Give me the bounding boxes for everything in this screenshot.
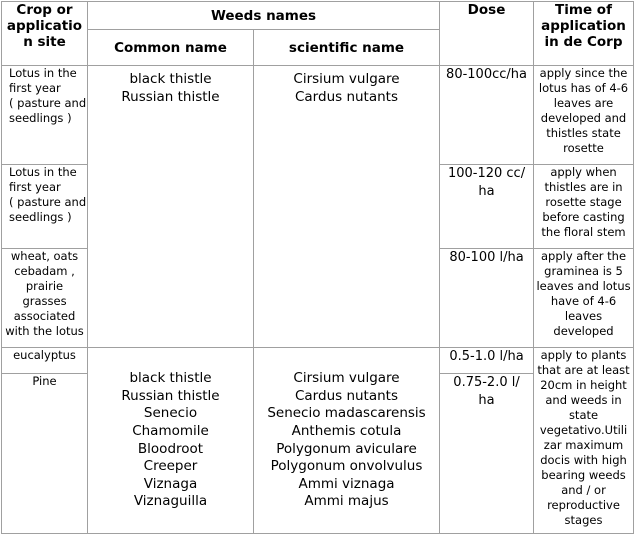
common-name: Viznaga	[143, 475, 198, 492]
time-line: the floral stem	[541, 225, 626, 239]
dose-cell: 0.5-1.0 l/ha	[440, 348, 534, 374]
crop-line: grasses	[22, 294, 67, 308]
time-line: and weeds in	[545, 393, 622, 407]
time-line: leaves and lotus	[536, 279, 631, 293]
time-line: reproductive	[547, 498, 620, 512]
dose-line: ha	[478, 393, 495, 408]
time-line: stages	[564, 513, 603, 527]
time-line: apply to plants	[540, 348, 627, 362]
header-dose: Dose	[440, 2, 534, 66]
crop-cell: Pine	[2, 374, 88, 534]
header-common-name: Common name	[88, 30, 254, 66]
crop-cell	[2, 66, 88, 165]
common-name: Senecio	[143, 405, 198, 422]
header-time-line: in de Corp	[544, 34, 623, 50]
scientific-name: Cardus nutants	[294, 88, 399, 105]
scientific-name: Anthemis cotula	[291, 422, 402, 439]
time-line: zar maximum	[543, 438, 624, 452]
common-names-group-2	[88, 348, 254, 534]
dose-cell	[440, 374, 534, 534]
crop-line: seedlings )	[9, 210, 72, 224]
scientific-name: Ammi majus	[304, 493, 389, 510]
header-time	[534, 2, 634, 66]
crop-cell	[2, 249, 88, 348]
crop-cell: eucalyptus	[2, 348, 88, 374]
crop-line: wheat, oats	[10, 249, 79, 263]
common-name: Russian thistle	[121, 88, 220, 105]
crop-line: ( pasture and	[9, 96, 87, 110]
crop-line: with the lotus	[5, 324, 84, 338]
common-name: black thistle	[129, 71, 212, 87]
time-line: rosette stage	[545, 195, 622, 209]
header-weeds-names: Weeds names	[88, 2, 440, 30]
time-line: developed and	[540, 111, 627, 125]
time-line: graminea is 5	[544, 264, 623, 278]
crop-line: first year	[9, 180, 61, 194]
time-cell	[534, 249, 634, 348]
common-name: Bloodroot	[137, 440, 204, 457]
scientific-name: Polygonum aviculare	[276, 440, 417, 457]
common-name: Chamomile	[132, 422, 209, 439]
header-crop-line: applicatio	[6, 18, 83, 34]
time-line: 20cm in height	[540, 378, 627, 392]
common-name: black thistle	[129, 370, 212, 387]
time-line: thistles are in	[544, 180, 623, 194]
common-name: Creeper	[143, 458, 198, 475]
time-line: before casting	[542, 210, 625, 224]
time-line: vegetativo.Utili	[539, 423, 628, 437]
crop-cell	[2, 165, 88, 249]
header-time-line: application	[541, 18, 626, 34]
time-line: apply when	[550, 165, 617, 179]
scientific-names-group-1	[254, 66, 440, 348]
header-crop	[2, 2, 88, 66]
dose-line: ha	[478, 184, 495, 199]
scientific-name: Senecio madascarensis	[267, 405, 426, 422]
time-line: apply after the	[540, 249, 627, 263]
time-line: leaves	[564, 309, 603, 323]
crop-line: first year	[9, 81, 61, 95]
crop-line: associated	[13, 309, 76, 323]
scientific-name: Cirsium vulgare	[293, 370, 400, 387]
dose-line: 100-120 cc/	[447, 166, 526, 181]
common-name: Russian thistle	[121, 387, 220, 404]
scientific-names-group-2	[254, 348, 440, 534]
crop-line: seedlings )	[9, 111, 72, 125]
time-line: and / or	[561, 483, 606, 497]
time-line: apply since the	[539, 66, 628, 80]
crop-line: prairie	[25, 279, 64, 293]
herbicide-table	[1, 1, 634, 534]
header-scientific-name: scientific name	[254, 30, 440, 66]
scientific-name: Cardus nutants	[294, 387, 399, 404]
time-line: thistles state	[546, 126, 621, 140]
crop-line: cebadam ,	[14, 264, 75, 278]
header-time-line: Time of	[555, 2, 612, 18]
scientific-name: Polygonum onvolvulus	[270, 458, 423, 475]
dose-cell: 80-100 l/ha	[440, 249, 534, 348]
crop-line: ( pasture and	[9, 195, 87, 209]
dose-line: 0.75-2.0 l/	[453, 375, 520, 390]
time-line: bearing weeds	[541, 468, 626, 482]
dose-cell	[440, 165, 534, 249]
time-line: docis with high	[540, 453, 627, 467]
dose-cell: 80-100cc/ha	[440, 66, 534, 165]
crop-line: Lotus in the	[9, 165, 77, 179]
time-cell	[534, 66, 634, 165]
time-line: leaves are	[553, 96, 614, 110]
header-crop-line: Crop or	[16, 2, 73, 18]
time-line: rosette	[563, 141, 604, 155]
time-cell-group-2	[534, 348, 634, 534]
time-line: that are at least	[537, 363, 630, 377]
crop-line: Lotus in the	[9, 66, 77, 80]
common-name: Viznaguilla	[133, 493, 208, 510]
time-line: state	[568, 408, 599, 422]
header-crop-line: n site	[23, 34, 66, 50]
scientific-name: Ammi viznaga	[298, 475, 395, 492]
time-line: have of 4-6	[550, 294, 617, 308]
common-names-group-1	[88, 66, 254, 348]
time-line: lotus has of 4-6	[538, 81, 629, 95]
scientific-name: Cirsium vulgare	[293, 71, 400, 87]
time-cell	[534, 165, 634, 249]
time-line: developed	[553, 324, 614, 338]
